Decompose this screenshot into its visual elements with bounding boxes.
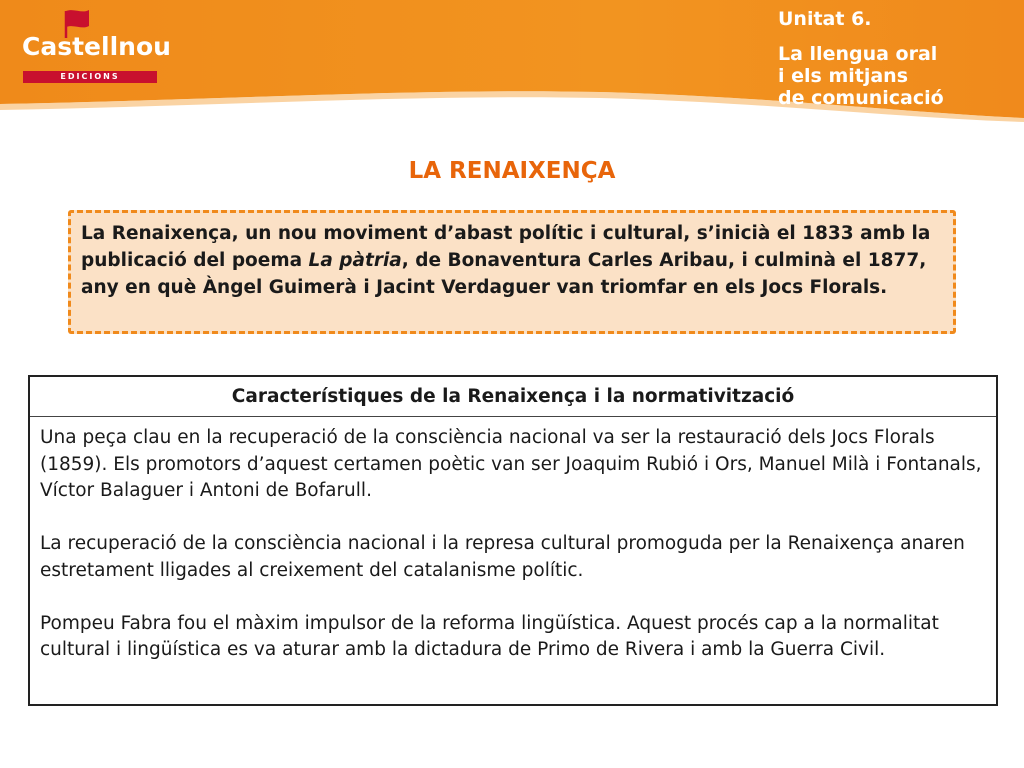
table-paragraph: Pompeu Fabra fou el màxim impulsor de la reforma lingüística. Aquest procés cap a la normalitat cultural i lingüística es va aturar amb la dictadura de Primo de Rivera i amb la Guerra Civil. <box>40 612 939 660</box>
unit-subtitle-line: i els mitjans <box>778 65 909 87</box>
intro-text-after: , de Bonaventura Carles Aribau, i culminà el 1877, any en què Àngel Guimerà i Jacint Verdaguer van triomfar en els Jocs Florals. <box>81 250 927 298</box>
unit-subtitle-line: La llengua oral <box>778 43 938 65</box>
page-title: LA RENAIXENÇA <box>408 158 616 184</box>
characteristics-table <box>28 375 998 706</box>
table-body <box>30 417 996 664</box>
intro-box <box>68 210 956 334</box>
unit-subtitle-line: de comunicació <box>778 87 944 109</box>
unit-subtitle <box>778 43 1018 109</box>
intro-poem-title: La pàtria <box>308 250 402 271</box>
table-paragraph: La recuperació de la consciència nacional i la represa cultural promoguda per la Renaixença anaren estretament lligades al creixement del catalanisme polític. <box>40 533 965 581</box>
unit-title: Unitat 6. <box>778 8 872 30</box>
logo-band: EDICIONS <box>23 71 157 83</box>
table-header: Característiques de la Renaixença i la normativització <box>30 377 996 417</box>
logo-wordmark: Castellnou <box>22 32 171 61</box>
intro-text-before: La Renaixença, un nou moviment d’abast polític i cultural, s’inicià el 1833 amb la publicació del poema <box>81 223 931 271</box>
table-paragraph: Una peça clau en la recuperació de la consciència nacional va ser la restauració dels Jocs Florals (1859). Els promotors d’aquest certamen poètic van ser Joaquim Rubió i Ors, Manuel Milà i Fontanals, Víctor Balaguer i Antoni de Bofarull. <box>40 427 982 501</box>
castellnou-logo <box>22 8 171 81</box>
